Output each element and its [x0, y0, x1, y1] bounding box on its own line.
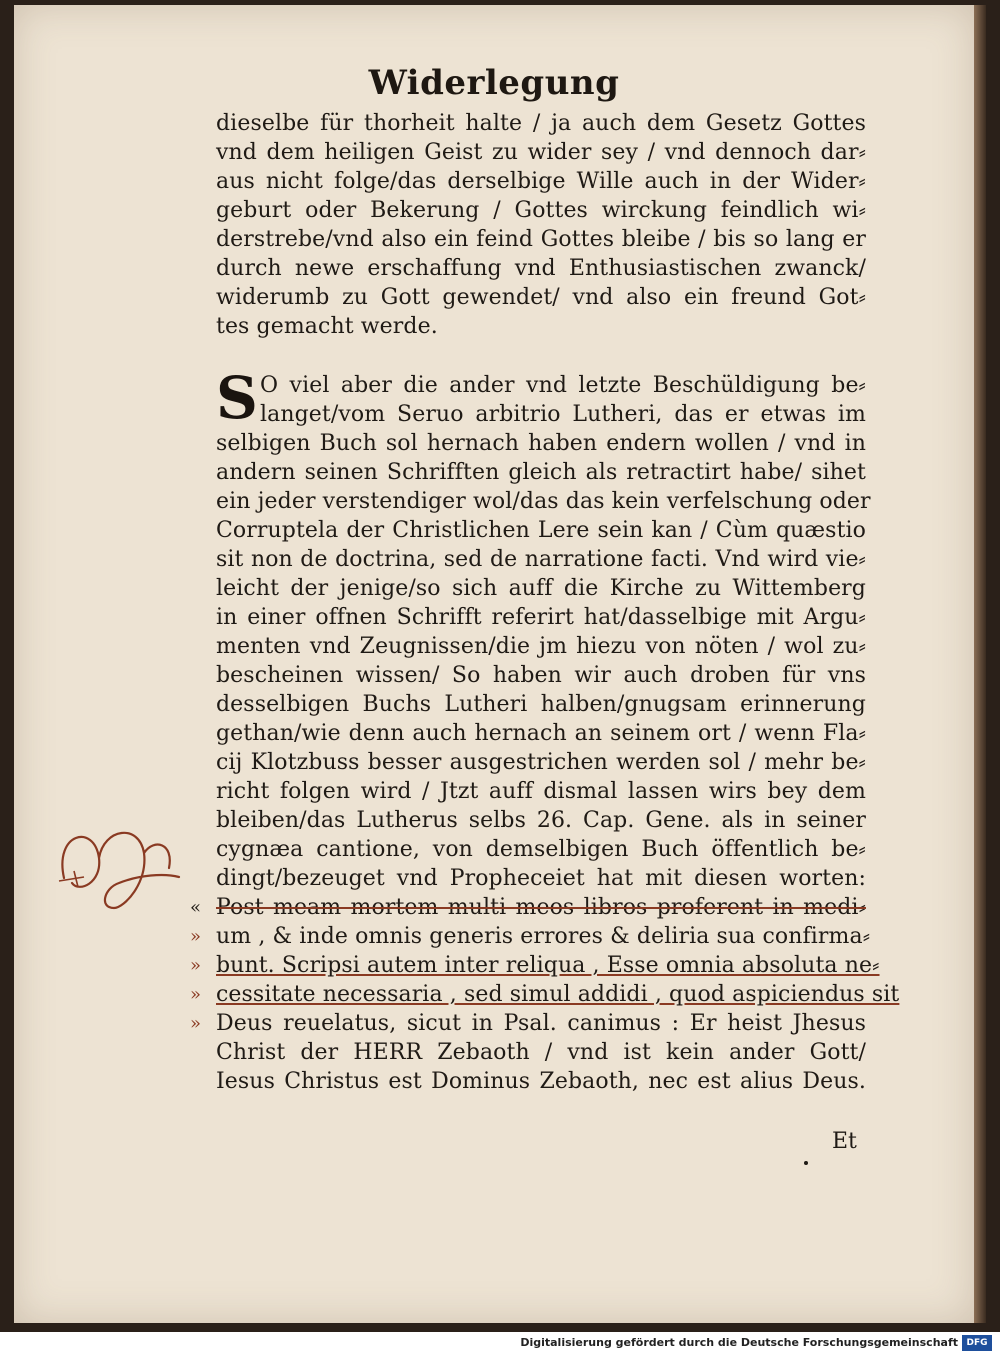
text-line: desselbigen Buchs Lutheri halben/gnugsam erinnerung	[216, 692, 866, 717]
page-edge	[974, 5, 986, 1323]
catchword: Et	[832, 1129, 857, 1154]
text-line: gethan/wie denn auch hernach an seinem ort / wenn Fla⸗	[216, 721, 866, 746]
text-line: vnd dem heiligen Geist zu wider sey / vnd dennoch dar⸗	[216, 140, 866, 165]
quote-line: » Deus reuelatus, sicut in Psal. canimus : Er heist Jhesus	[190, 1011, 866, 1036]
text-line: widerumb zu Gott gewendet/ vnd also ein freund Got⸗	[216, 285, 866, 310]
text-line: in einer offnen Schrifft referirt hat/dasselbige mit Argu⸗	[216, 605, 866, 630]
text-line: tes gemacht werde.	[216, 314, 438, 339]
quote-line: « Post meam mortem multi meos libros proferent in medi⸗	[190, 895, 866, 920]
text-line: richt folgen wird / Jtzt auff dismal lassen wirs bey dem	[216, 779, 866, 804]
text-line: menten vnd Zeugnissen/die jm hiezu von nöten / wol zu⸗	[216, 634, 866, 659]
quote-marker: «	[190, 897, 202, 918]
text-line: Christ der HERR Zebaoth / vnd ist kein ander Gott/	[216, 1040, 866, 1065]
text-line: bescheinen wissen/ So haben wir auch droben für vns	[216, 663, 866, 688]
text-line: geburt oder Bekerung / Gottes wirckung feindlich wi⸗	[216, 198, 866, 223]
digitization-credit: Digitalisierung gefördert durch die Deutsche Forschungsgemeinschaft	[520, 1336, 958, 1349]
book-page	[14, 5, 974, 1323]
text-line: durch newe erschaffung vnd Enthusiastischen zwanck/	[216, 256, 866, 281]
quote-line: » um , & inde omnis generis errores & deliria sua confirma⸗	[190, 924, 871, 949]
text-line: aus nicht folge/das derselbige Wille auch in der Wider⸗	[216, 169, 866, 194]
text-line: bleiben/das Lutherus selbs 26. Cap. Gene. als in seiner	[216, 808, 866, 833]
text-line: cygnæa cantione, von demselbigen Buch öffentlich be⸗	[216, 837, 866, 862]
text-line: ein jeder verstendiger wol/das das kein verfelschung oder	[216, 489, 871, 514]
main-text	[190, 109, 900, 1096]
text-line: Iesus Christus est Dominus Zebaoth, nec est alius Deus.	[216, 1069, 866, 1094]
quote-marker: »	[190, 926, 202, 947]
running-header: Widerlegung	[368, 63, 620, 103]
text-line: dingt/bezeuget vnd Propheceiet hat mit diesen worten:	[216, 866, 866, 891]
text-line: langet/vom Seruo arbitrio Lutheri, das er etwas im	[260, 402, 866, 427]
dfg-logo: DFG	[962, 1335, 992, 1351]
marginal-flourish-annotation	[44, 813, 194, 923]
drop-cap: S	[216, 364, 258, 432]
quote-marker: »	[190, 955, 202, 976]
text-line: selbigen Buch sol hernach haben endern wollen / vnd in	[216, 431, 866, 456]
text-line: andern seinen Schrifften gleich als retractirt habe/ sihet	[216, 460, 866, 485]
quote-marker: »	[190, 984, 202, 1005]
text-line: leicht der jenige/so sich auff die Kirche zu Wittemberg	[216, 576, 866, 601]
quote-marker: »	[190, 1013, 202, 1034]
page-mark	[804, 1161, 808, 1165]
text-line: Corruptela der Christlichen Lere sein kan / Cùm quæstio	[216, 518, 866, 543]
quote-line: » cessitate necessaria , sed simul addidi , quod aspiciendus sit	[190, 982, 900, 1007]
text-line: sit non de doctrina, sed de narratione facti. Vnd wird vie⸗	[216, 547, 866, 572]
text-line: derstrebe/vnd also ein feind Gottes bleibe / bis so lang er	[216, 227, 866, 252]
quote-line: » bunt. Scripsi autem inter reliqua , Esse omnia absoluta ne⸗	[190, 953, 880, 978]
paragraph-opening-line: S O viel aber die ander vnd letzte Beschüldigung be⸗	[216, 364, 866, 432]
text-line: cij Klotzbuss besser ausgestrichen werden sol / mehr be⸗	[216, 750, 866, 775]
text-line: dieselbe für thorheit halte / ja auch dem Gesetz Gottes	[216, 111, 866, 136]
